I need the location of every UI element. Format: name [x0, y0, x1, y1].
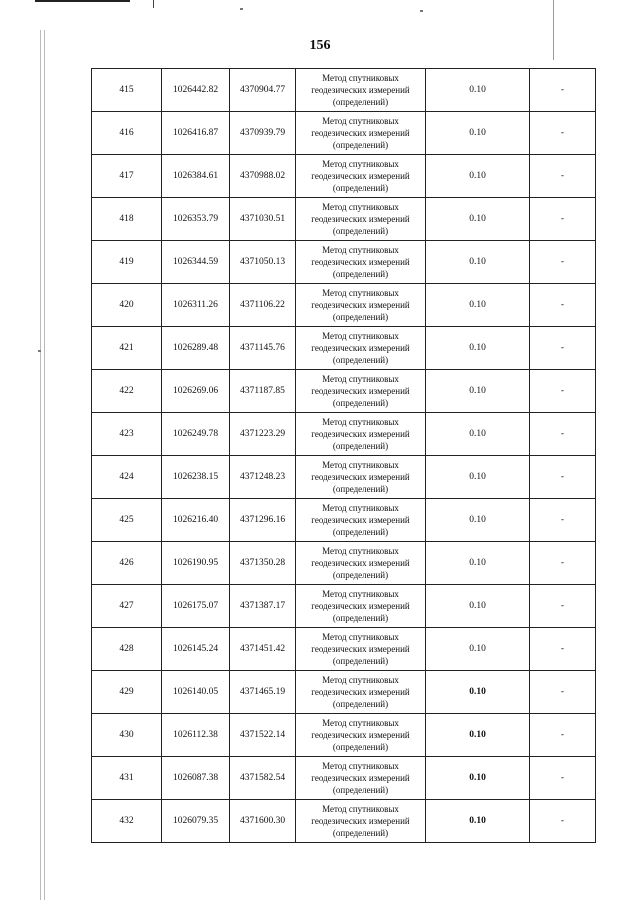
point-number-cell: 416: [92, 112, 162, 155]
table-row: [92, 241, 596, 284]
point-number-cell: 417: [92, 155, 162, 198]
note-cell: -: [530, 628, 596, 671]
page-number: 156: [309, 38, 331, 53]
method-line: геодезических измерений: [311, 343, 410, 353]
method-line: Метод спутниковых: [322, 288, 399, 298]
accuracy-cell: 0.10: [426, 370, 530, 413]
x-coordinate-cell: 1026442.82: [162, 69, 230, 112]
y-coordinate-cell: 4371451.42: [230, 628, 296, 671]
method-line: геодезических измерений: [311, 515, 410, 525]
table-row: [92, 370, 596, 413]
method-line: (определений): [332, 312, 389, 322]
method-line: (определений): [332, 97, 389, 107]
note-cell: -: [530, 456, 596, 499]
method-line: Метод спутниковых: [322, 417, 399, 427]
y-coordinate-cell: 4370904.77: [230, 69, 296, 112]
note-cell: -: [530, 585, 596, 628]
method-line: Метод спутниковых: [322, 589, 399, 599]
accuracy-cell: 0.10: [426, 241, 530, 284]
note-cell: -: [530, 757, 596, 800]
x-coordinate-cell: 1026145.24: [162, 628, 230, 671]
method-line: Метод спутниковых: [322, 116, 399, 126]
method-line: геодезических измерений: [311, 257, 410, 267]
x-coordinate-cell: 1026416.87: [162, 112, 230, 155]
y-coordinate-cell: 4370988.02: [230, 155, 296, 198]
note-cell: -: [530, 198, 596, 241]
note-cell: -: [530, 714, 596, 757]
method-line: Метод спутниковых: [322, 159, 399, 169]
y-coordinate-cell: 4371296.16: [230, 499, 296, 542]
table-row: [92, 800, 596, 843]
table-row: [92, 112, 596, 155]
method-cell: [296, 241, 426, 284]
accuracy-cell: 0.10: [426, 69, 530, 112]
accuracy-cell: 0.10: [426, 499, 530, 542]
method-line: геодезических измерений: [311, 816, 410, 826]
note-cell: -: [530, 112, 596, 155]
scan-speck: [420, 10, 423, 12]
method-line: (определений): [332, 269, 389, 279]
method-line: геодезических измерений: [311, 601, 410, 611]
x-coordinate-cell: 1026344.59: [162, 241, 230, 284]
scan-speck: [240, 8, 243, 10]
point-number-cell: 432: [92, 800, 162, 843]
scan-speck: [38, 350, 41, 352]
method-line: (определений): [332, 183, 389, 193]
table-row: [92, 69, 596, 112]
method-cell: [296, 499, 426, 542]
point-number-cell: 419: [92, 241, 162, 284]
accuracy-cell: 0.10: [426, 585, 530, 628]
table-row: [92, 155, 596, 198]
x-coordinate-cell: 1026216.40: [162, 499, 230, 542]
method-line: (определений): [332, 226, 389, 236]
accuracy-cell: 0.10: [426, 628, 530, 671]
method-line: Метод спутниковых: [322, 546, 399, 556]
method-cell: [296, 155, 426, 198]
accuracy-cell: 0.10: [426, 413, 530, 456]
method-line: Метод спутниковых: [322, 331, 399, 341]
point-number-cell: 425: [92, 499, 162, 542]
y-coordinate-cell: 4371387.17: [230, 585, 296, 628]
method-cell: [296, 542, 426, 585]
x-coordinate-cell: 1026311.26: [162, 284, 230, 327]
x-coordinate-cell: 1026079.35: [162, 800, 230, 843]
method-cell: [296, 800, 426, 843]
y-coordinate-cell: 4371465.19: [230, 671, 296, 714]
y-coordinate-cell: 4371145.76: [230, 327, 296, 370]
method-line: (определений): [332, 484, 389, 494]
scan-left-edge-line: [40, 30, 41, 900]
point-number-cell: 418: [92, 198, 162, 241]
accuracy-cell: 0.10: [426, 456, 530, 499]
table-row: [92, 585, 596, 628]
method-line: геодезических измерений: [311, 687, 410, 697]
method-line: Метод спутниковых: [322, 675, 399, 685]
method-line: Метод спутниковых: [322, 245, 399, 255]
method-cell: [296, 456, 426, 499]
note-cell: -: [530, 413, 596, 456]
method-line: Метод спутниковых: [322, 374, 399, 384]
x-coordinate-cell: 1026238.15: [162, 456, 230, 499]
method-line: (определений): [332, 699, 389, 709]
table-row: [92, 284, 596, 327]
table-row: [92, 628, 596, 671]
note-cell: -: [530, 284, 596, 327]
y-coordinate-cell: 4371248.23: [230, 456, 296, 499]
point-number-cell: 426: [92, 542, 162, 585]
x-coordinate-cell: 1026140.05: [162, 671, 230, 714]
method-cell: [296, 628, 426, 671]
method-line: (определений): [332, 828, 389, 838]
table-row: [92, 456, 596, 499]
note-cell: -: [530, 155, 596, 198]
table-row: [92, 198, 596, 241]
table-body: [92, 69, 596, 843]
table-row: [92, 499, 596, 542]
method-line: (определений): [332, 355, 389, 365]
x-coordinate-cell: 1026087.38: [162, 757, 230, 800]
method-line: геодезических измерений: [311, 558, 410, 568]
point-number-cell: 431: [92, 757, 162, 800]
method-cell: [296, 327, 426, 370]
method-line: (определений): [332, 613, 389, 623]
note-cell: -: [530, 370, 596, 413]
method-line: (определений): [332, 140, 389, 150]
accuracy-cell: 0.10: [426, 198, 530, 241]
accuracy-cell: 0.10: [426, 327, 530, 370]
x-coordinate-cell: 1026384.61: [162, 155, 230, 198]
method-line: Метод спутниковых: [322, 73, 399, 83]
note-cell: -: [530, 800, 596, 843]
y-coordinate-cell: 4371030.51: [230, 198, 296, 241]
note-cell: -: [530, 327, 596, 370]
method-cell: [296, 585, 426, 628]
method-line: геодезических измерений: [311, 386, 410, 396]
y-coordinate-cell: 4371350.28: [230, 542, 296, 585]
method-line: геодезических измерений: [311, 773, 410, 783]
y-coordinate-cell: 4371106.22: [230, 284, 296, 327]
point-number-cell: 428: [92, 628, 162, 671]
table-row: [92, 327, 596, 370]
scan-top-rule: [35, 0, 130, 2]
method-line: геодезических измерений: [311, 300, 410, 310]
accuracy-cell: 0.10: [426, 757, 530, 800]
note-cell: -: [530, 69, 596, 112]
table-row: [92, 413, 596, 456]
accuracy-cell: 0.10: [426, 284, 530, 327]
x-coordinate-cell: 1026353.79: [162, 198, 230, 241]
point-number-cell: 427: [92, 585, 162, 628]
y-coordinate-cell: 4370939.79: [230, 112, 296, 155]
method-line: геодезических измерений: [311, 730, 410, 740]
point-number-cell: 421: [92, 327, 162, 370]
method-cell: [296, 198, 426, 241]
method-line: (определений): [332, 398, 389, 408]
method-cell: [296, 714, 426, 757]
method-line: Метод спутниковых: [322, 632, 399, 642]
accuracy-cell: 0.10: [426, 671, 530, 714]
method-cell: [296, 413, 426, 456]
accuracy-cell: 0.10: [426, 112, 530, 155]
y-coordinate-cell: 4371187.85: [230, 370, 296, 413]
accuracy-cell: 0.10: [426, 542, 530, 585]
method-cell: [296, 112, 426, 155]
method-cell: [296, 284, 426, 327]
y-coordinate-cell: 4371600.30: [230, 800, 296, 843]
y-coordinate-cell: 4371582.54: [230, 757, 296, 800]
method-line: геодезических измерений: [311, 128, 410, 138]
method-line: (определений): [332, 441, 389, 451]
table-row: [92, 757, 596, 800]
method-line: (определений): [332, 785, 389, 795]
point-number-cell: 422: [92, 370, 162, 413]
method-cell: [296, 757, 426, 800]
method-cell: [296, 69, 426, 112]
point-number-cell: 429: [92, 671, 162, 714]
method-line: геодезических измерений: [311, 429, 410, 439]
table-row: [92, 714, 596, 757]
method-line: (определений): [332, 527, 389, 537]
point-number-cell: 415: [92, 69, 162, 112]
scan-left-edge-line: [44, 30, 45, 900]
x-coordinate-cell: 1026190.95: [162, 542, 230, 585]
method-line: геодезических измерений: [311, 85, 410, 95]
x-coordinate-cell: 1026249.78: [162, 413, 230, 456]
y-coordinate-cell: 4371223.29: [230, 413, 296, 456]
x-coordinate-cell: 1026269.06: [162, 370, 230, 413]
method-line: Метод спутниковых: [322, 761, 399, 771]
method-line: (определений): [332, 742, 389, 752]
accuracy-cell: 0.10: [426, 155, 530, 198]
scan-tick-mark: [153, 0, 154, 8]
accuracy-cell: 0.10: [426, 800, 530, 843]
coordinates-table: [91, 68, 596, 843]
method-cell: [296, 370, 426, 413]
method-cell: [296, 671, 426, 714]
y-coordinate-cell: 4371522.14: [230, 714, 296, 757]
note-cell: -: [530, 542, 596, 585]
point-number-cell: 420: [92, 284, 162, 327]
method-line: Метод спутниковых: [322, 718, 399, 728]
method-line: Метод спутниковых: [322, 460, 399, 470]
method-line: (определений): [332, 570, 389, 580]
point-number-cell: 424: [92, 456, 162, 499]
method-line: геодезических измерений: [311, 472, 410, 482]
method-line: геодезических измерений: [311, 171, 410, 181]
note-cell: -: [530, 241, 596, 284]
accuracy-cell: 0.10: [426, 714, 530, 757]
x-coordinate-cell: 1026175.07: [162, 585, 230, 628]
point-number-cell: 423: [92, 413, 162, 456]
note-cell: -: [530, 499, 596, 542]
method-line: Метод спутниковых: [322, 804, 399, 814]
note-cell: -: [530, 671, 596, 714]
method-line: геодезических измерений: [311, 644, 410, 654]
method-line: (определений): [332, 656, 389, 666]
point-number-cell: 430: [92, 714, 162, 757]
x-coordinate-cell: 1026112.38: [162, 714, 230, 757]
y-coordinate-cell: 4371050.13: [230, 241, 296, 284]
table-row: [92, 542, 596, 585]
method-line: Метод спутниковых: [322, 503, 399, 513]
method-line: геодезических измерений: [311, 214, 410, 224]
table-row: [92, 671, 596, 714]
x-coordinate-cell: 1026289.48: [162, 327, 230, 370]
method-line: Метод спутниковых: [322, 202, 399, 212]
